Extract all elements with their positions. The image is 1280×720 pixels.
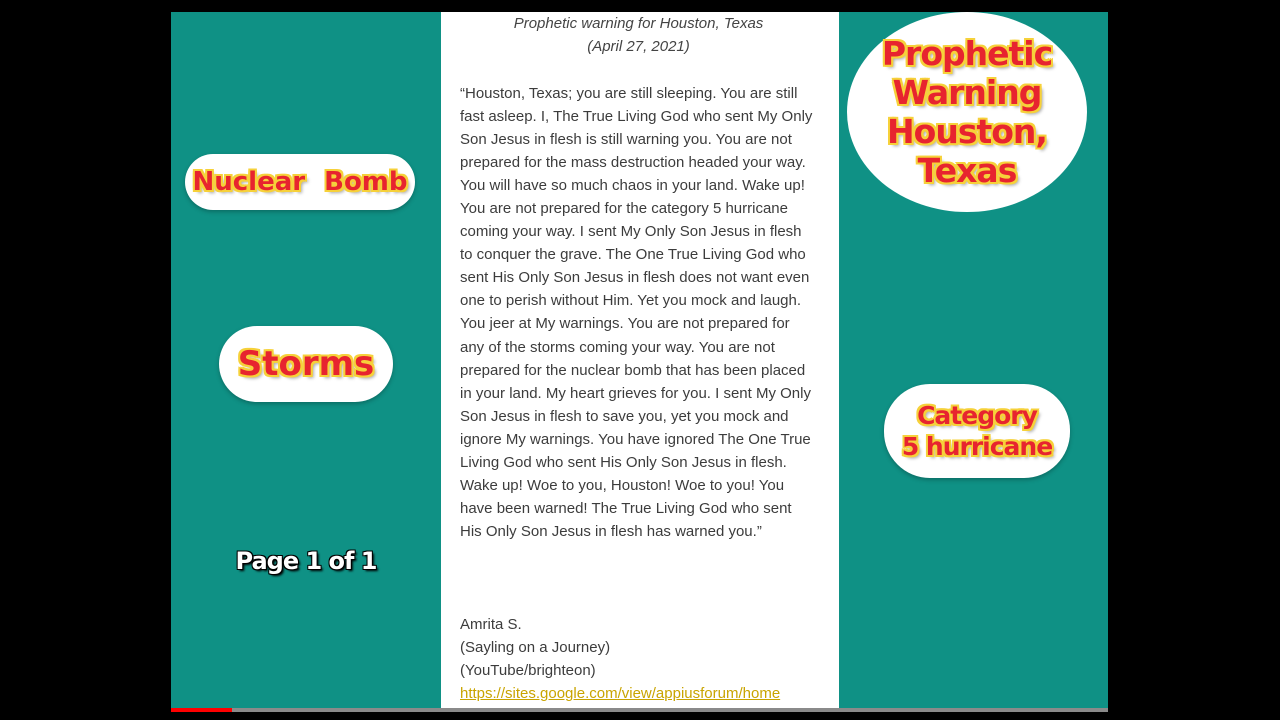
signature-block bbox=[460, 613, 829, 705]
right-panel bbox=[839, 12, 1108, 712]
video-progress-bar[interactable] bbox=[171, 708, 1108, 712]
slide-frame bbox=[171, 12, 1108, 712]
hurricane-line-1: Category bbox=[917, 401, 1037, 430]
video-progress-fill bbox=[171, 708, 232, 712]
author-source: (YouTube/brighteon) bbox=[460, 662, 596, 679]
source-link[interactable]: https://sites.google.com/view/appiusforum/home bbox=[460, 685, 781, 702]
document-title-line-2: (April 27, 2021) bbox=[587, 38, 690, 55]
nuclear-bomb-badge bbox=[185, 154, 415, 210]
title-line-4: Texas bbox=[917, 151, 1017, 190]
hurricane-line-2: 5 hurricane bbox=[901, 432, 1053, 461]
document-body: “Houston, Texas; you are still sleeping. You are still fast asleep. I, The True Living God who sent My Only Son Jesus in flesh is still warning you. You are not prepared for the mass destruction headed your way. You will have so much chaos in your land. Wake up! You are not prepared for the category 5 hurricane coming your way. I sent My Only Son Jesus in flesh to conquer the grave. The One True Living God who sent His Only Son Jesus in flesh does not want even one to perish without Him. Yet you mock and laugh. You jeer at My warnings. You are not prepared for any of the storms coming your way. You are not prepared for the nuclear bomb that has been placed in your land. My heart grieves for you. I sent My Only Son Jesus in flesh to save you, yet you mock and ignore My warnings. You have ignored The One True Living God who sent His Only Son Jesus in flesh. Wake up! Woe to you, Houston! Woe to you! You have been warned! The True Living God who sent His Only Son Jesus in flesh has warned you.” bbox=[460, 85, 813, 540]
storms-label: Storms bbox=[237, 344, 375, 384]
hurricane-label bbox=[902, 400, 1052, 462]
document-title bbox=[460, 12, 817, 58]
author-name: Amrita S. bbox=[460, 616, 522, 633]
author-channel: (Sayling on a Journey) bbox=[460, 639, 611, 656]
storms-badge bbox=[219, 326, 393, 402]
page-indicator: Page 1 of 1 bbox=[235, 547, 377, 575]
title-circle-text bbox=[882, 34, 1052, 190]
title-line-2: Warning bbox=[892, 73, 1042, 112]
left-panel bbox=[171, 12, 441, 712]
title-line-3: Houston, bbox=[887, 112, 1047, 151]
title-circle bbox=[847, 12, 1087, 212]
title-line-1: Prophetic bbox=[881, 34, 1053, 73]
hurricane-badge bbox=[884, 384, 1070, 478]
document-title-line-1: Prophetic warning for Houston, Texas bbox=[513, 15, 764, 32]
nuclear-bomb-label: Nuclear Bomb bbox=[192, 167, 408, 197]
document-page bbox=[441, 12, 839, 712]
